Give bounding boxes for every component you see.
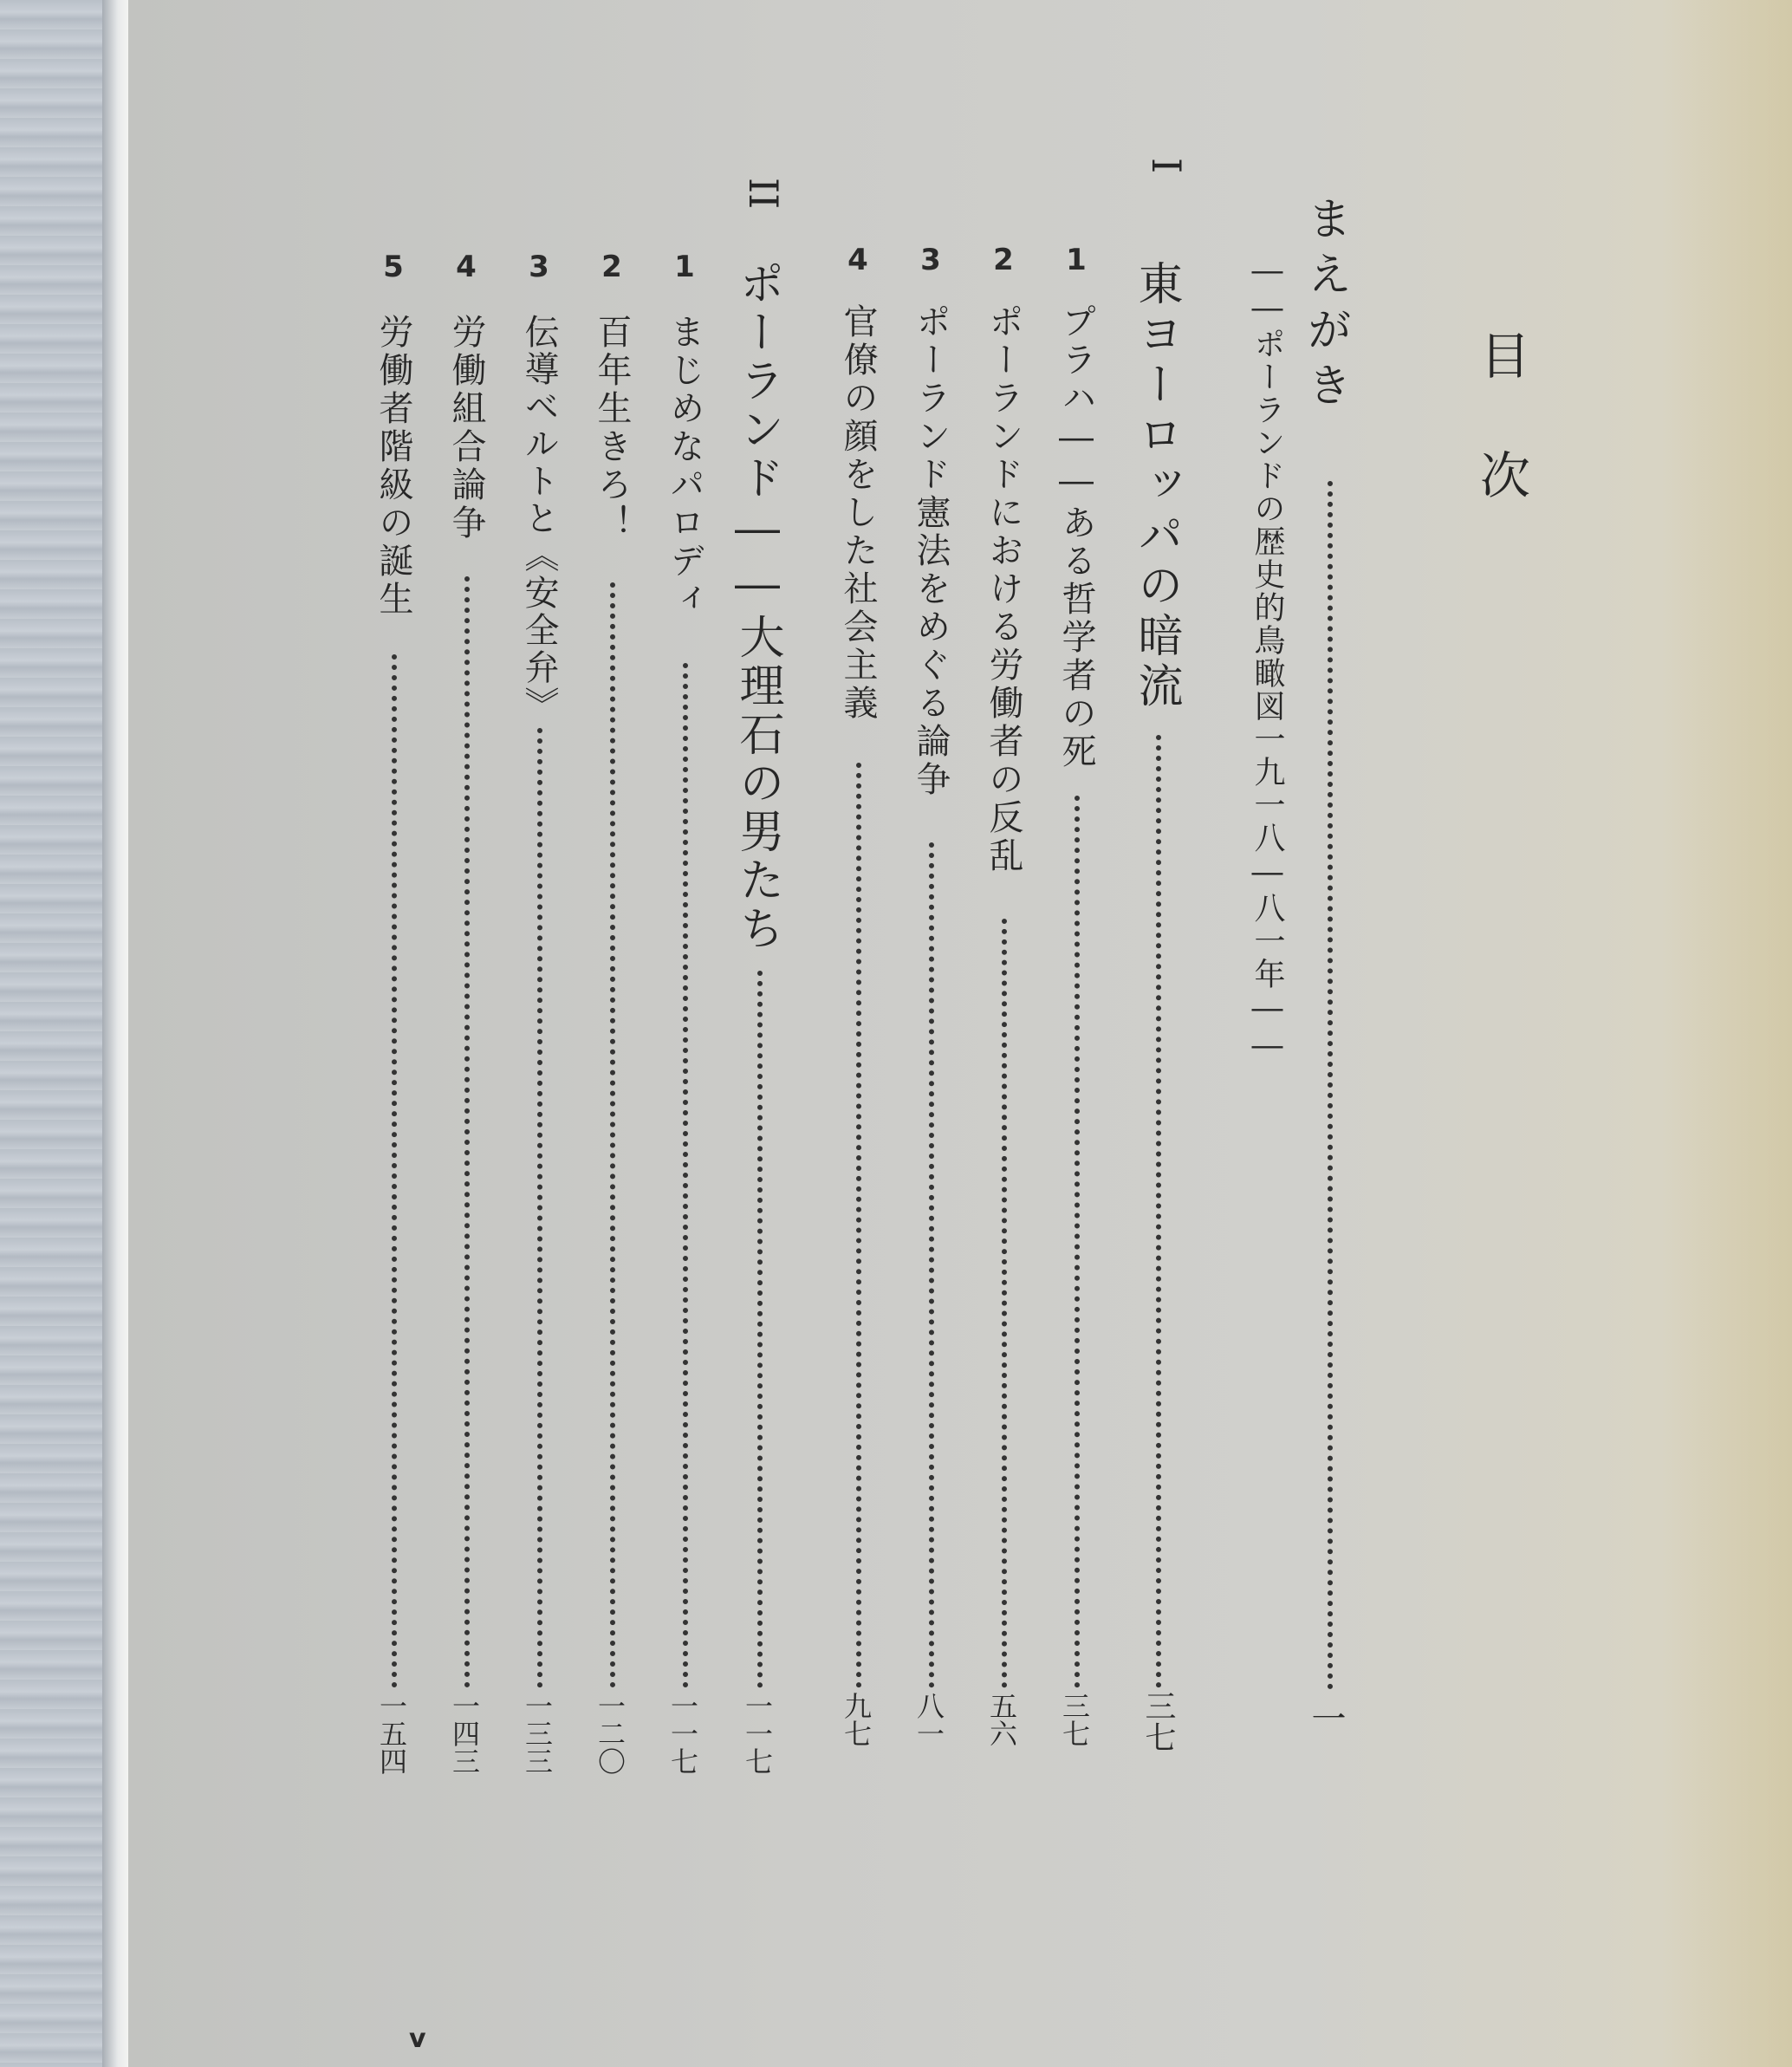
- chapter-1-3-number: 3: [920, 243, 941, 277]
- chapter-2-3-leader-dots: [537, 728, 542, 1688]
- chapter-2-4-leader-dots: [464, 576, 470, 1688]
- part-1-leader-dots: [1156, 735, 1161, 1688]
- chapter-1-2-leader-dots: [1002, 919, 1007, 1688]
- chapter-1-4-page: 九七: [840, 1692, 873, 1747]
- footer-page-number: v: [409, 2024, 426, 2054]
- chapter-2-5-number: 5: [383, 250, 404, 284]
- book-page: [128, 0, 1792, 2067]
- preface-page: 一: [1306, 1700, 1346, 1735]
- chapter-1-4-title: 官僚の顔をした社会主義: [838, 303, 878, 723]
- chapter-1-1-leader-dots: [1075, 796, 1080, 1688]
- chapter-2-2-leader-dots: [610, 582, 615, 1688]
- chapter-2-2-page: 一二〇: [594, 1692, 627, 1775]
- chapter-1-1-number: 1: [1066, 243, 1087, 277]
- chapter-2-4-title: 労働組合論争: [446, 314, 486, 543]
- chapter-2-2-number: 2: [601, 250, 622, 284]
- chapter-1-1-page: 三七: [1058, 1692, 1091, 1747]
- chapter-2-3-title: 伝導ベルトと《安全弁》: [519, 314, 559, 724]
- chapter-2-1-title: まじめなパロディ: [665, 314, 704, 619]
- chapter-2-5-leader-dots: [392, 654, 397, 1688]
- chapter-1-1-title: プラハ――ある哲学者の死: [1056, 303, 1096, 771]
- chapter-2-1-number: 1: [674, 250, 695, 284]
- preface-subtitle: ――ポーランドの歴史的鳥瞰図一九一八―八一年――: [1250, 253, 1285, 1065]
- chapter-1-3-page: 八一: [912, 1692, 945, 1747]
- chapter-2-5-page: 一五四: [375, 1692, 408, 1775]
- chapter-2-4-number: 4: [456, 250, 477, 284]
- chapter-1-3-title: ポーランド憲法をめぐる論争: [911, 303, 951, 799]
- part-1-title: 東ヨーロッパの暗流: [1130, 260, 1182, 712]
- chapter-2-4-page: 一四三: [448, 1692, 481, 1775]
- chapter-1-2-number: 2: [993, 243, 1014, 277]
- chapter-1-4-leader-dots: [856, 763, 861, 1688]
- part-2-numeral: II: [740, 178, 787, 210]
- preface-label: まえがき: [1299, 195, 1351, 417]
- background-board: [0, 0, 113, 2067]
- board-edge: [102, 0, 128, 2067]
- part-2-title: ポーランド――大理石の男たち: [731, 260, 783, 953]
- chapter-2-1-page: 一一七: [666, 1692, 699, 1775]
- part-2-leader-dots: [757, 971, 763, 1688]
- chapter-2-3-page: 一三三: [521, 1692, 554, 1775]
- part-1-page: 三七: [1140, 1690, 1176, 1752]
- part-2-page: 一一七: [741, 1692, 774, 1775]
- chapter-1-2-title: ポーランドにおける労働者の反乱: [984, 303, 1023, 875]
- part-1-numeral: I: [1143, 158, 1190, 174]
- page-shadow: [1662, 0, 1792, 2067]
- chapter-1-2-page: 五六: [985, 1692, 1018, 1747]
- chapter-2-2-title: 百年生きろ！: [592, 314, 632, 543]
- chapter-1-4-number: 4: [847, 243, 868, 277]
- chapter-2-5-title: 労働者階級の誕生: [373, 314, 413, 619]
- preface-leader-dots: [1328, 481, 1333, 1690]
- page-title: 目次: [1471, 329, 1530, 569]
- chapter-2-3-number: 3: [529, 250, 549, 284]
- chapter-2-1-leader-dots: [683, 663, 688, 1688]
- chapter-1-3-leader-dots: [929, 842, 934, 1688]
